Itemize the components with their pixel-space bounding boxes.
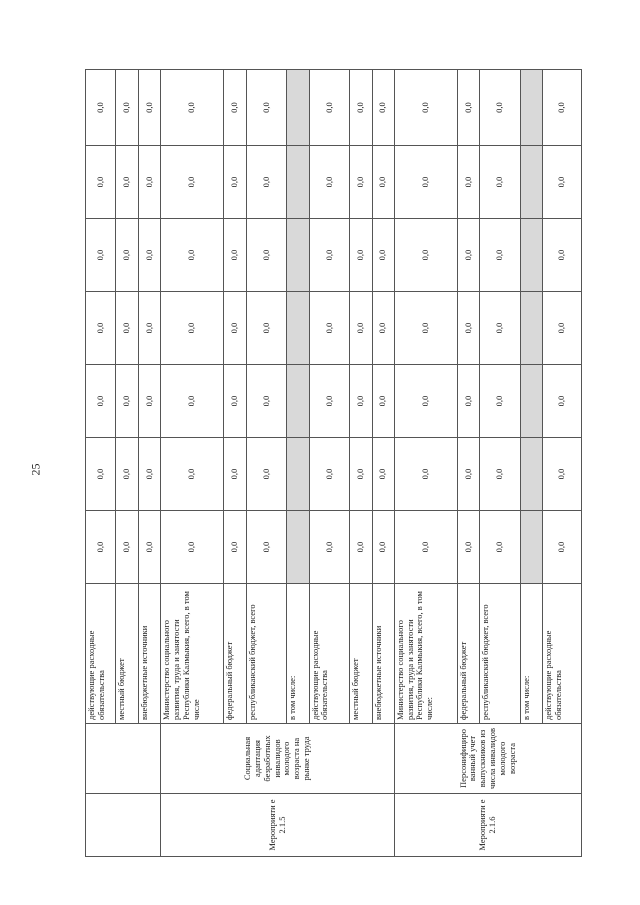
value-cell: 0,0	[309, 146, 350, 219]
value-cell	[287, 365, 309, 438]
value-cell: 0,0	[457, 438, 479, 511]
value-cell	[287, 438, 309, 511]
value-cell: 0,0	[457, 70, 479, 146]
value-cell: 0,0	[309, 219, 350, 292]
value-cell: 0,0	[309, 292, 350, 365]
funding-source-cell: местный бюджет	[116, 584, 138, 724]
page-number: 25	[28, 463, 43, 476]
value-cell: 0,0	[86, 365, 116, 438]
value-cell: 0,0	[394, 70, 457, 146]
value-cell: 0,0	[480, 292, 521, 365]
value-cell: 0,0	[138, 365, 160, 438]
measure-code-cell: Мероприяти е 2.1.6	[394, 794, 581, 857]
value-cell: 0,0	[457, 292, 479, 365]
rotated-table-container	[85, 70, 582, 857]
value-cell: 0,0	[161, 70, 224, 146]
value-cell	[287, 146, 309, 219]
value-cell: 0,0	[350, 365, 372, 438]
value-cell: 0,0	[309, 365, 350, 438]
value-cell: 0,0	[138, 146, 160, 219]
funding-source-cell: внебюджетные источники	[138, 584, 160, 724]
measure-name-cell	[86, 724, 161, 794]
funding-source-cell: в том числе:	[520, 584, 542, 724]
value-cell: 0,0	[116, 70, 138, 146]
value-cell: 0,0	[350, 70, 372, 146]
value-cell: 0,0	[161, 511, 224, 584]
table-row	[394, 70, 457, 857]
funding-source-cell: Министерство социального развития, труда и занятости Республики Калмыкия, всего, в том числе:	[394, 584, 457, 724]
value-cell: 0,0	[161, 219, 224, 292]
value-cell: 0,0	[480, 70, 521, 146]
value-cell: 0,0	[480, 146, 521, 219]
funding-source-cell: в том числе:	[287, 584, 309, 724]
value-cell: 0,0	[309, 511, 350, 584]
value-cell: 0,0	[86, 438, 116, 511]
value-cell: 0,0	[138, 511, 160, 584]
value-cell: 0,0	[543, 292, 582, 365]
value-cell: 0,0	[457, 146, 479, 219]
value-cell: 0,0	[116, 219, 138, 292]
value-cell: 0,0	[138, 438, 160, 511]
value-cell	[520, 511, 542, 584]
value-cell: 0,0	[372, 219, 394, 292]
value-cell: 0,0	[350, 438, 372, 511]
value-cell: 0,0	[372, 70, 394, 146]
value-cell: 0,0	[246, 70, 287, 146]
table-row	[86, 70, 116, 857]
value-cell: 0,0	[350, 146, 372, 219]
value-cell: 0,0	[372, 365, 394, 438]
measure-code-cell: Мероприяти е 2.1.5	[161, 794, 395, 857]
value-cell: 0,0	[224, 292, 246, 365]
value-cell: 0,0	[350, 511, 372, 584]
value-cell: 0,0	[116, 365, 138, 438]
value-cell: 0,0	[394, 438, 457, 511]
value-cell: 0,0	[224, 438, 246, 511]
value-cell: 0,0	[372, 438, 394, 511]
value-cell: 0,0	[161, 292, 224, 365]
funding-source-cell: местный бюджет	[350, 584, 372, 724]
value-cell: 0,0	[394, 511, 457, 584]
value-cell: 0,0	[246, 292, 287, 365]
measure-name-cell: Социальная адаптация безработных инвалидов молодого возраста на рынке труда	[161, 724, 395, 794]
value-cell: 0,0	[372, 146, 394, 219]
value-cell: 0,0	[246, 146, 287, 219]
value-cell: 0,0	[116, 146, 138, 219]
value-cell: 0,0	[161, 146, 224, 219]
value-cell: 0,0	[86, 70, 116, 146]
value-cell: 0,0	[372, 511, 394, 584]
value-cell: 0,0	[309, 70, 350, 146]
value-cell: 0,0	[138, 219, 160, 292]
value-cell: 0,0	[372, 292, 394, 365]
value-cell: 0,0	[246, 365, 287, 438]
value-cell	[520, 365, 542, 438]
value-cell: 0,0	[457, 511, 479, 584]
value-cell: 0,0	[543, 219, 582, 292]
table-body	[86, 70, 582, 857]
value-cell	[520, 146, 542, 219]
value-cell: 0,0	[224, 70, 246, 146]
value-cell: 0,0	[350, 292, 372, 365]
value-cell: 0,0	[480, 219, 521, 292]
value-cell	[520, 70, 542, 146]
value-cell: 0,0	[86, 511, 116, 584]
value-cell: 0,0	[543, 511, 582, 584]
value-cell: 0,0	[457, 365, 479, 438]
value-cell: 0,0	[246, 438, 287, 511]
value-cell: 0,0	[543, 146, 582, 219]
value-cell: 0,0	[309, 438, 350, 511]
value-cell: 0,0	[480, 438, 521, 511]
funding-source-cell: внебюджетные источники	[372, 584, 394, 724]
value-cell: 0,0	[543, 438, 582, 511]
funding-source-cell: федеральный бюджет	[457, 584, 479, 724]
funding-source-cell: действующие расходные обязательства	[86, 584, 116, 724]
value-cell: 0,0	[138, 292, 160, 365]
value-cell	[287, 70, 309, 146]
value-cell: 0,0	[394, 365, 457, 438]
value-cell: 0,0	[246, 219, 287, 292]
funding-source-cell: действующие расходные обязательства	[309, 584, 350, 724]
value-cell: 0,0	[457, 219, 479, 292]
value-cell: 0,0	[224, 146, 246, 219]
funding-source-cell: республиканский бюджет, всего	[480, 584, 521, 724]
value-cell: 0,0	[86, 219, 116, 292]
value-cell: 0,0	[246, 511, 287, 584]
value-cell	[287, 292, 309, 365]
value-cell: 0,0	[161, 365, 224, 438]
value-cell: 0,0	[394, 146, 457, 219]
value-cell: 0,0	[480, 511, 521, 584]
value-cell: 0,0	[116, 292, 138, 365]
value-cell: 0,0	[543, 70, 582, 146]
value-cell: 0,0	[138, 70, 160, 146]
value-cell	[287, 511, 309, 584]
value-cell: 0,0	[86, 146, 116, 219]
value-cell: 0,0	[394, 292, 457, 365]
value-cell	[287, 219, 309, 292]
value-cell: 0,0	[480, 365, 521, 438]
measure-code-cell	[86, 794, 161, 857]
value-cell: 0,0	[394, 219, 457, 292]
funding-source-cell: республиканский бюджет, всего	[246, 584, 287, 724]
table-region	[85, 70, 582, 857]
value-cell: 0,0	[86, 292, 116, 365]
value-cell: 0,0	[350, 219, 372, 292]
budget-table	[85, 69, 582, 857]
table-row	[161, 70, 224, 857]
funding-source-cell: Министерство социального развития, труда и занятости Республики Калмыкия, всего, в том числе	[161, 584, 224, 724]
measure-name-cell: Персонифициро ванный учет выпускников из числа инвалидов молодого возраста	[394, 724, 581, 794]
value-cell: 0,0	[224, 511, 246, 584]
funding-source-cell: действующие расходные обязательства	[543, 584, 582, 724]
value-cell: 0,0	[161, 438, 224, 511]
value-cell: 0,0	[224, 219, 246, 292]
value-cell	[520, 219, 542, 292]
value-cell: 0,0	[116, 511, 138, 584]
value-cell	[520, 292, 542, 365]
value-cell	[520, 438, 542, 511]
funding-source-cell: федеральный бюджет	[224, 584, 246, 724]
value-cell: 0,0	[543, 365, 582, 438]
value-cell: 0,0	[116, 438, 138, 511]
value-cell: 0,0	[224, 365, 246, 438]
